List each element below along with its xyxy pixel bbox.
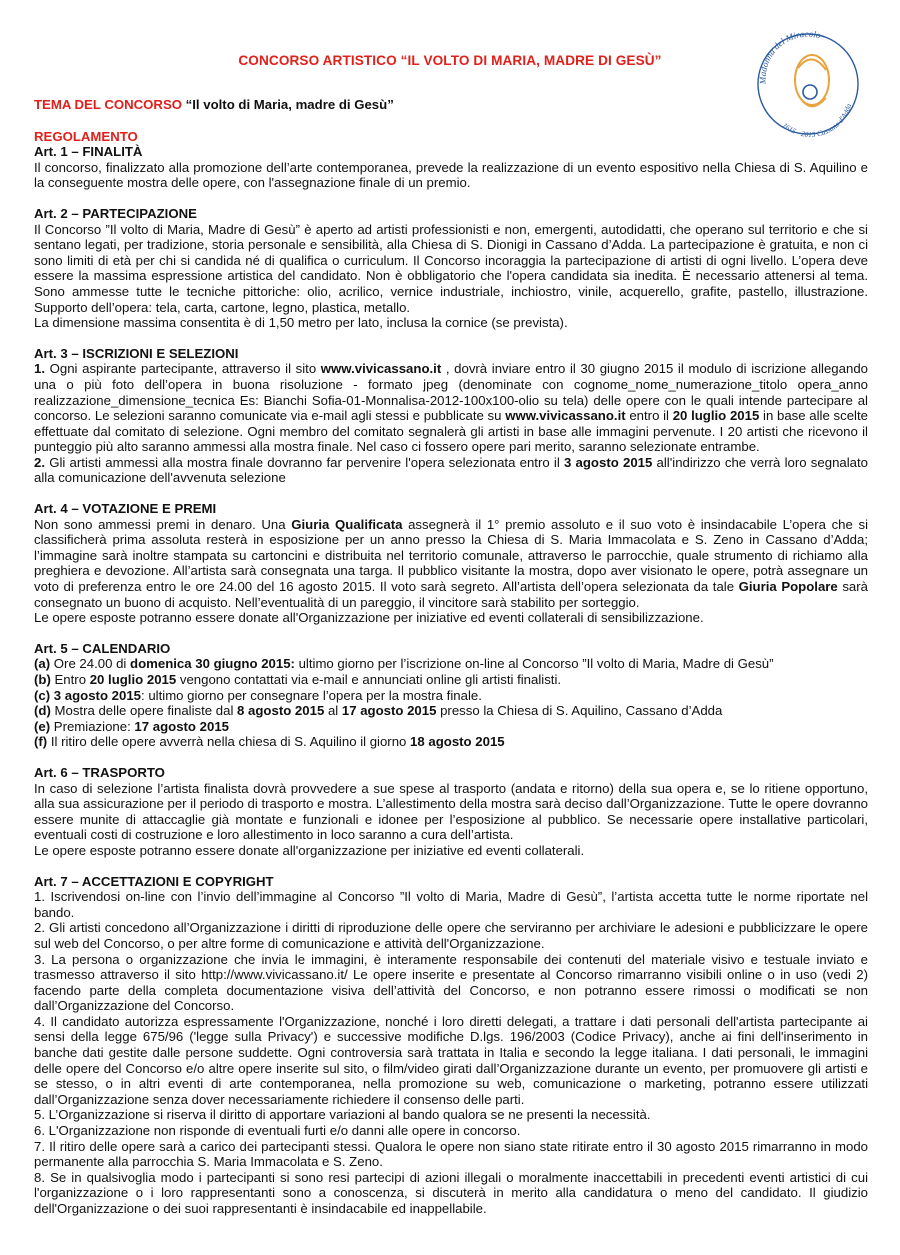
bold-text: 17 agosto 2015 [341, 703, 437, 719]
article-paragraph [34, 1014, 868, 1108]
body-text: presso la Chiesa di S. Aquilino, Cassano d’Adda [436, 703, 723, 719]
article-paragraph [34, 719, 868, 735]
article-heading: Art. 2 – PARTECIPAZIONE [34, 205, 197, 221]
bold-text: (c) 3 agosto 2015 [34, 687, 142, 703]
article-paragraph [34, 315, 868, 331]
body-text: vengono contattati via e-mail e annunciati online gli artisti finalisti. [176, 672, 562, 687]
article-paragraph [34, 1170, 868, 1217]
body-text: sarà consegnato un buono di acquisto. Nell’eventualità di un pareggio, il vincitore sarà stabilito per sorteggio. [34, 579, 868, 610]
body-text: ultimo giorno per l’iscrizione on-line al Concorso ”Il volto di Maria, Madre di Gesù” [294, 656, 774, 672]
body-text: Ogni aspirante partecipante, attraverso il sito [45, 361, 321, 377]
article-heading: Art. 1 – FINALITÀ [34, 144, 143, 160]
body-text: Non sono ammessi premi in denaro. Una [34, 516, 292, 532]
article-section [34, 346, 868, 486]
article-paragraph [34, 688, 868, 704]
article-section [34, 641, 868, 750]
articles-list [34, 144, 868, 1216]
document-body [34, 97, 868, 1232]
body-text: , dovrà inviare entro il 30 giugno 2015 il modulo di iscrizione allegando una o più foto dell’opera in buona risoluzione - formato jpeg (denominate con cognome_nome_numerazione_titolo opera_anno realizzazione_dimensione_tecnica Es: Bianchi Sofia-01-Monnalisa-2012-100x100-olio su tela) delle opere con le quali intende partecipare al concorso. Le selezioni saranno comunicate via e-mail agli stessi e pubblicate su [34, 361, 868, 424]
theme-label: TEMA DEL CONCORSO [34, 97, 182, 112]
article-paragraph [34, 1107, 868, 1123]
article-section [34, 501, 868, 626]
body-text: Le opere esposte potranno essere donate all'organizzazione per iniziative ed eventi collaterali. [34, 842, 585, 858]
body-text: : ultimo giorno per consegnare l’opera per la mostra finale. [141, 687, 482, 703]
body-text: Il ritiro delle opere avverrà nella chiesa di S. Aquilino il giorno [47, 734, 411, 750]
body-text: 8. Se in qualsivoglia modo i partecipanti si sono resi partecipi di azioni illegali o moralmente inaccettabili in precedenti eventi artistici di cui l'organizzazione o i loro rappresentanti sono a conoscenza, si discuterà in merito alla candidatura o meno del candidato. Il giudizio dell'Organizzazione o dei suoi rappresentanti è insindacabile ed inappellabile. [34, 1169, 868, 1216]
article-paragraph [34, 610, 868, 626]
bold-text: 2. [34, 454, 45, 470]
article-heading: Art. 7 – ACCETTAZIONI E COPYRIGHT [34, 873, 274, 889]
body-text: 2. Gli artisti concedono all’Organizzazione i diritti di riproduzione delle opere che serviranno per archiviare le adesioni e pubblicizzare le opere sul web del Concorso, o per altre forme di comunicazione e attività dell'Organizzazione. [34, 920, 868, 951]
body-text: Il Concorso ”Il volto di Maria, Madre di Gesù” è aperto ad artisti professionisti e non, emergenti, autodidatti, che operano sul territorio e che si sentano legati, per tradizione, storia personale e sensibilità, alla Chiesa di S. Dionigi in Cassano d’Adda. La partecipazione è gratuita, e non ci sono limiti di età per chi si candida né di qualifica o curriculum. Il Concorso incoraggia la partecipazione di artisti di ogni livello. L’opera deve essere la massima espressione artistica del candidato. Non è obbligatorio che l'opera candidata sia inedita. È necessario attenersi al tema. Sono ammesse tutte le tecniche pittoriche: olio, acrilico, vernice industriale, inchiostro, vinile, acquerello, grafite, pastello, illustrazione. Supporto dell’opera: tela, carta, cartone, legno, plastica, metallo. [34, 221, 868, 315]
body-text: Premiazione: [50, 718, 135, 734]
body-text: 6. L'Organizzazione non risponde di eventuali furti e/o danni alle opere in concorso. [34, 1123, 521, 1139]
body-text: in base alle scelte effettuate dal comitato di selezione. Ogni membro del comitato segnalerà gli artisti in base alle immagini pervenute. I 20 artisti che ricevono il punteggio più alto saranno ammessi alla mostra finale. Nel caso ci fossero opere pari merito, saranno selezionate entrambe. [34, 408, 868, 455]
article-paragraph [34, 361, 868, 455]
bold-text: Giuria Qualificata [291, 516, 403, 532]
body-text: Gli artisti ammessi alla mostra finale dovranno far pervenire l'opera selezionata entro il [45, 454, 564, 470]
body-text: al [324, 703, 342, 719]
article-paragraph [34, 1139, 868, 1170]
article-paragraph [34, 889, 868, 920]
body-text: Ore 24.00 di [50, 656, 131, 672]
article-paragraph [34, 734, 868, 750]
bold-text: 20 luglio 2015 [672, 408, 760, 424]
bold-text: 18 agosto 2015 [410, 734, 505, 750]
body-text: 4. Il candidato autorizza espressamente l'Organizzazione, nonché i loro diretti delegati, a trattare i dati personali dell'artista partecipante ai sensi della legge 675/96 ('legge sulla Privacy') e successive modifiche D.lgs. 196/2003 (Codice Privacy), anche ai fini dell'inserimento in banche dati gestite dalle persone suddette. Ogni controversia sarà trattata in Italia e secondo la legge italiana. I dati personali, le immagini delle opere del Concorso e/o altre opere inserite sul sito, o film/video girati dall’Organizzazione durante un evento, per promuovere gli artisti e se stesso, o in altri eventi di arte contemporanea, nella promozione su web, comunicazione o marketing, potranno essere utilizzati dall’Organizzazione senza dover necessariamente richiedere il consenso delle parti. [34, 1013, 868, 1107]
body-text: 7. Il ritiro delle opere sarà a carico dei partecipanti stessi. Qualora le opere non siano state ritirate entro il 30 agosto 2015 rimarranno in modo permanente alla parrocchia S. Maria Immacolata e S. Zeno. [34, 1138, 868, 1170]
article-heading: Art. 3 – ISCRIZIONI E SELEZIONI [34, 345, 239, 361]
bold-text: domenica 30 giugno 2015: [130, 656, 295, 672]
body-text: entro il [625, 408, 673, 424]
body-text: assegnerà il 1° premio assoluto e il suo voto è insindacabile L’opera che si classificherà prima assoluta resterà in esposizione per un anno presso la Chiesa di S. Maria Immacolata e S. Zeno in Cassano d’Adda; l’immagine sarà inoltre stampata su cartoncini e distribuita nel territorio comunale, attraverso le parrocchie, quale strumento di richiamo alla preghiera e devozione. All’artista sarà consegnata una targa. Il pubblico visitante la mostra, dopo aver visionato le opere, potrà assegnare un voto di preferenza entro le ore 24.00 del 16 agosto 2015. Il voto sarà segreto. All’artista dell’opera selezionata da tale [34, 516, 868, 595]
bold-text: (e) [34, 718, 51, 734]
article-paragraph [34, 703, 868, 719]
article-paragraph [34, 517, 868, 611]
bold-text: Giuria Popolare [738, 579, 838, 595]
article-paragraph [34, 160, 868, 191]
body-text: Entro [50, 672, 90, 687]
bold-text: (d) [34, 703, 51, 719]
article-paragraph [34, 455, 868, 486]
article-paragraph [34, 222, 868, 316]
body-text: 1. Iscrivendosi on-line con l’invio dell’immagine al Concorso ”Il volto di Maria, Madre di Gesù”, l’artista accetta tutte le norme riportate nel bando. [34, 889, 868, 920]
body-text: 5. L’Organizzazione si riserva il diritto di apportare variazioni al bando qualora se ne presenti la necessità. [34, 1107, 651, 1123]
article-heading: Art. 5 – CALENDARIO [34, 640, 171, 656]
bold-text: 20 luglio 2015 [89, 672, 177, 687]
body-text: Le opere esposte potranno essere donate all'Organizzazione per iniziative ed eventi collaterali di sensibilizzazione. [34, 610, 704, 626]
bold-text: 8 agosto 2015 [237, 703, 325, 719]
body-text: Il concorso, finalizzato alla promozione dell’arte contemporanea, prevede la realizzazione di un evento espositivo nella Chiesa di S. Aquilino e la conseguente mostra delle opere, con l'assegnazione finale di un premio. [34, 159, 868, 191]
article-paragraph [34, 920, 868, 951]
article-section [34, 206, 868, 331]
article-heading: Art. 6 – TRASPORTO [34, 764, 165, 780]
body-text: 3. La persona o organizzazione che invia le immagini, è interamente responsabile dei contenuti del materiale visivo e testuale inviato e trasmesso attraverso il sito http://www.vivicassano.it/ Le opere inserite e presentate al Concorso rimarranno visibili online o in uso (vedi 2) facendo parte della completa documentazione visiva dell’attività del Concorso, e non potranno essere rimossi o modificati se non dall’Organizzazione del Concorso. [34, 951, 868, 1014]
page-title: CONCORSO ARTISTICO “IL VOLTO DI MARIA, MADRE DI GESÙ” [238, 53, 662, 68]
bold-text: www.vivicassano.it [505, 408, 626, 424]
article-paragraph [34, 1123, 868, 1139]
bold-text: 1. [34, 361, 45, 377]
bold-text: (a) [34, 656, 51, 672]
body-text: all'indirizzo che verrà loro segnalato alla comunicazione dell'avvenuta selezione [34, 454, 868, 486]
bold-text: (f) [34, 734, 48, 750]
body-text: Mostra delle opere finaliste dal [50, 703, 238, 719]
article-paragraph [34, 656, 868, 672]
article-section [34, 874, 868, 1217]
article-paragraph [34, 672, 868, 688]
logo-text-bottom: 1615 - 2015 Cassano d'Adda [780, 102, 854, 139]
article-paragraph [34, 843, 868, 859]
bold-text: (b) [34, 672, 51, 687]
article-paragraph [34, 952, 868, 1014]
article-section [34, 144, 868, 191]
bold-text: 17 agosto 2015 [134, 718, 229, 734]
theme-line [34, 97, 868, 113]
regolamento-heading: REGOLAMENTO [34, 128, 138, 144]
bold-text: 3 agosto 2015 [563, 454, 653, 470]
logo-text-top: Madonna del Miracolo [757, 28, 822, 85]
bold-text: www.vivicassano.it [320, 361, 442, 377]
article-paragraph [34, 781, 868, 843]
article-section [34, 765, 868, 859]
body-text: La dimensione massima consentita è di 1,50 metro per lato, inclusa la cornice (se prevista). [34, 315, 568, 331]
article-heading: Art. 4 – VOTAZIONE E PREMI [34, 501, 217, 517]
body-text: In caso di selezione l’artista finalista dovrà provvedere a sue spese al trasporto (andata e ritorno) della sua opera e, se lo ritiene opportuno, alla sua assicurazione per il periodo di trasporto e mostra. L’allestimento della mostra sarà deciso dall’Organizzazione. Tutte le opere dovranno essere munite di attaccaglie già montate e funzionali e idonee per l’esposizione al pubblico. Se necessarie opere installative particolari, eventuali costi di costruzione e loro allestimento in loco saranno a cura dell’artista. [34, 780, 868, 843]
theme-value: “Il volto di Maria, madre di Gesù” [185, 97, 394, 112]
